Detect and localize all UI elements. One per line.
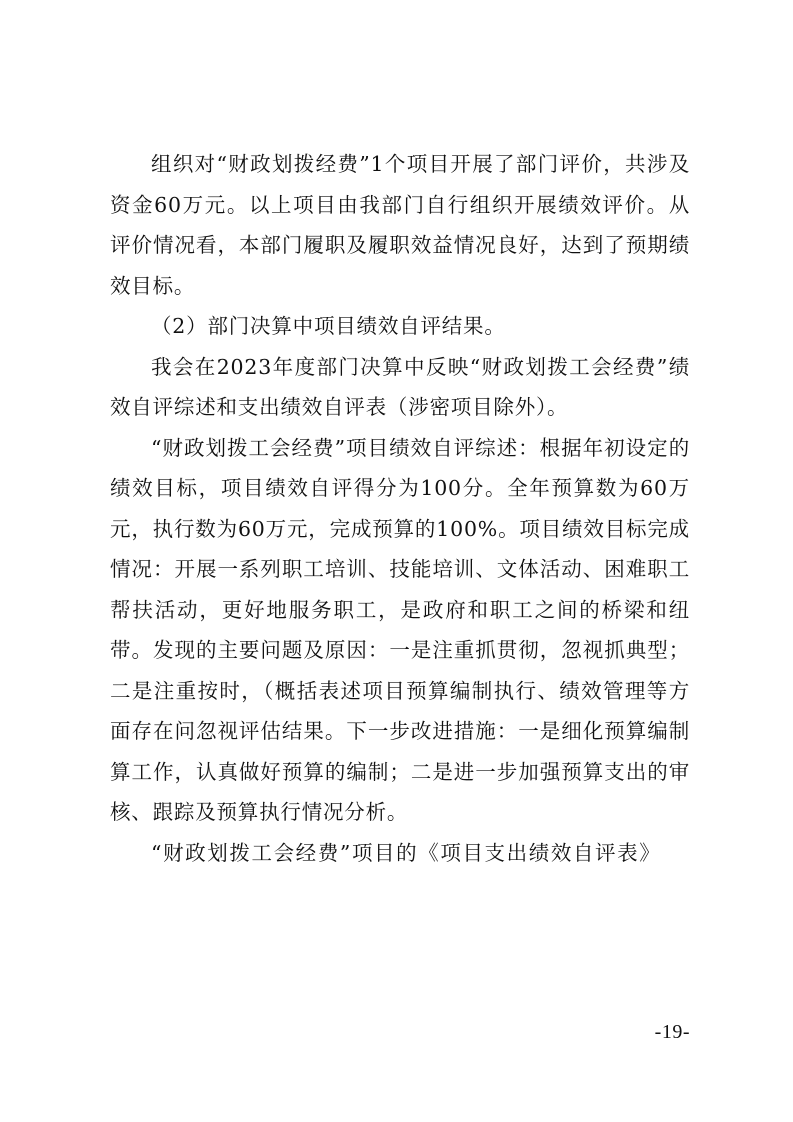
paragraph-evaluation-summary: 组织对“财政划拨经费”1个项目开展了部门评价，共涉及资金60万元。以上项目由我部门自行组织开展绩效评价。从评价情况看，本部门履职及履职效益情况良好，达到了预期绩效目标。 [110,152,690,298]
paragraph-evaluation-table-title: “财政划拨工会经费”项目的《项目支出绩效自评表》 [151,840,662,865]
document-body [110,144,690,873]
paragraph-final-accounts: 我会在2023年度部门决算中反映“财政划拨工会经费”绩效自评综述和支出绩效自评表（涉密项目除外）。 [110,354,690,419]
paragraph-project-self-evaluation: “财政划拨工会经费”项目绩效自评综述：根据年初设定的绩效目标，项目绩效自评得分为100分。全年预算数为60万元，执行数为60万元，完成预算的100%。项目绩效目标完成情况：开展一系列职工培训、技能培训、文体活动、困难职工帮扶活动，更好地服务职工，是政府和职工之间的桥梁和纽带。发现的主要问题及原因：一是注重抓贯彻，忽视抓典型；二是注重按时，（概括表述项目预算编制执行、绩效管理等方面存在问忽视评估结果。下一步改进措施：一是细化预算编制算工作，认真做好预算的编制；二是进一步加强预算支出的审核、跟踪及预算执行情况分析。 [110,435,690,824]
paragraph-section-heading: （2）部门决算中项目绩效自评结果。 [151,314,506,338]
page-number: -19- [654,1021,690,1043]
